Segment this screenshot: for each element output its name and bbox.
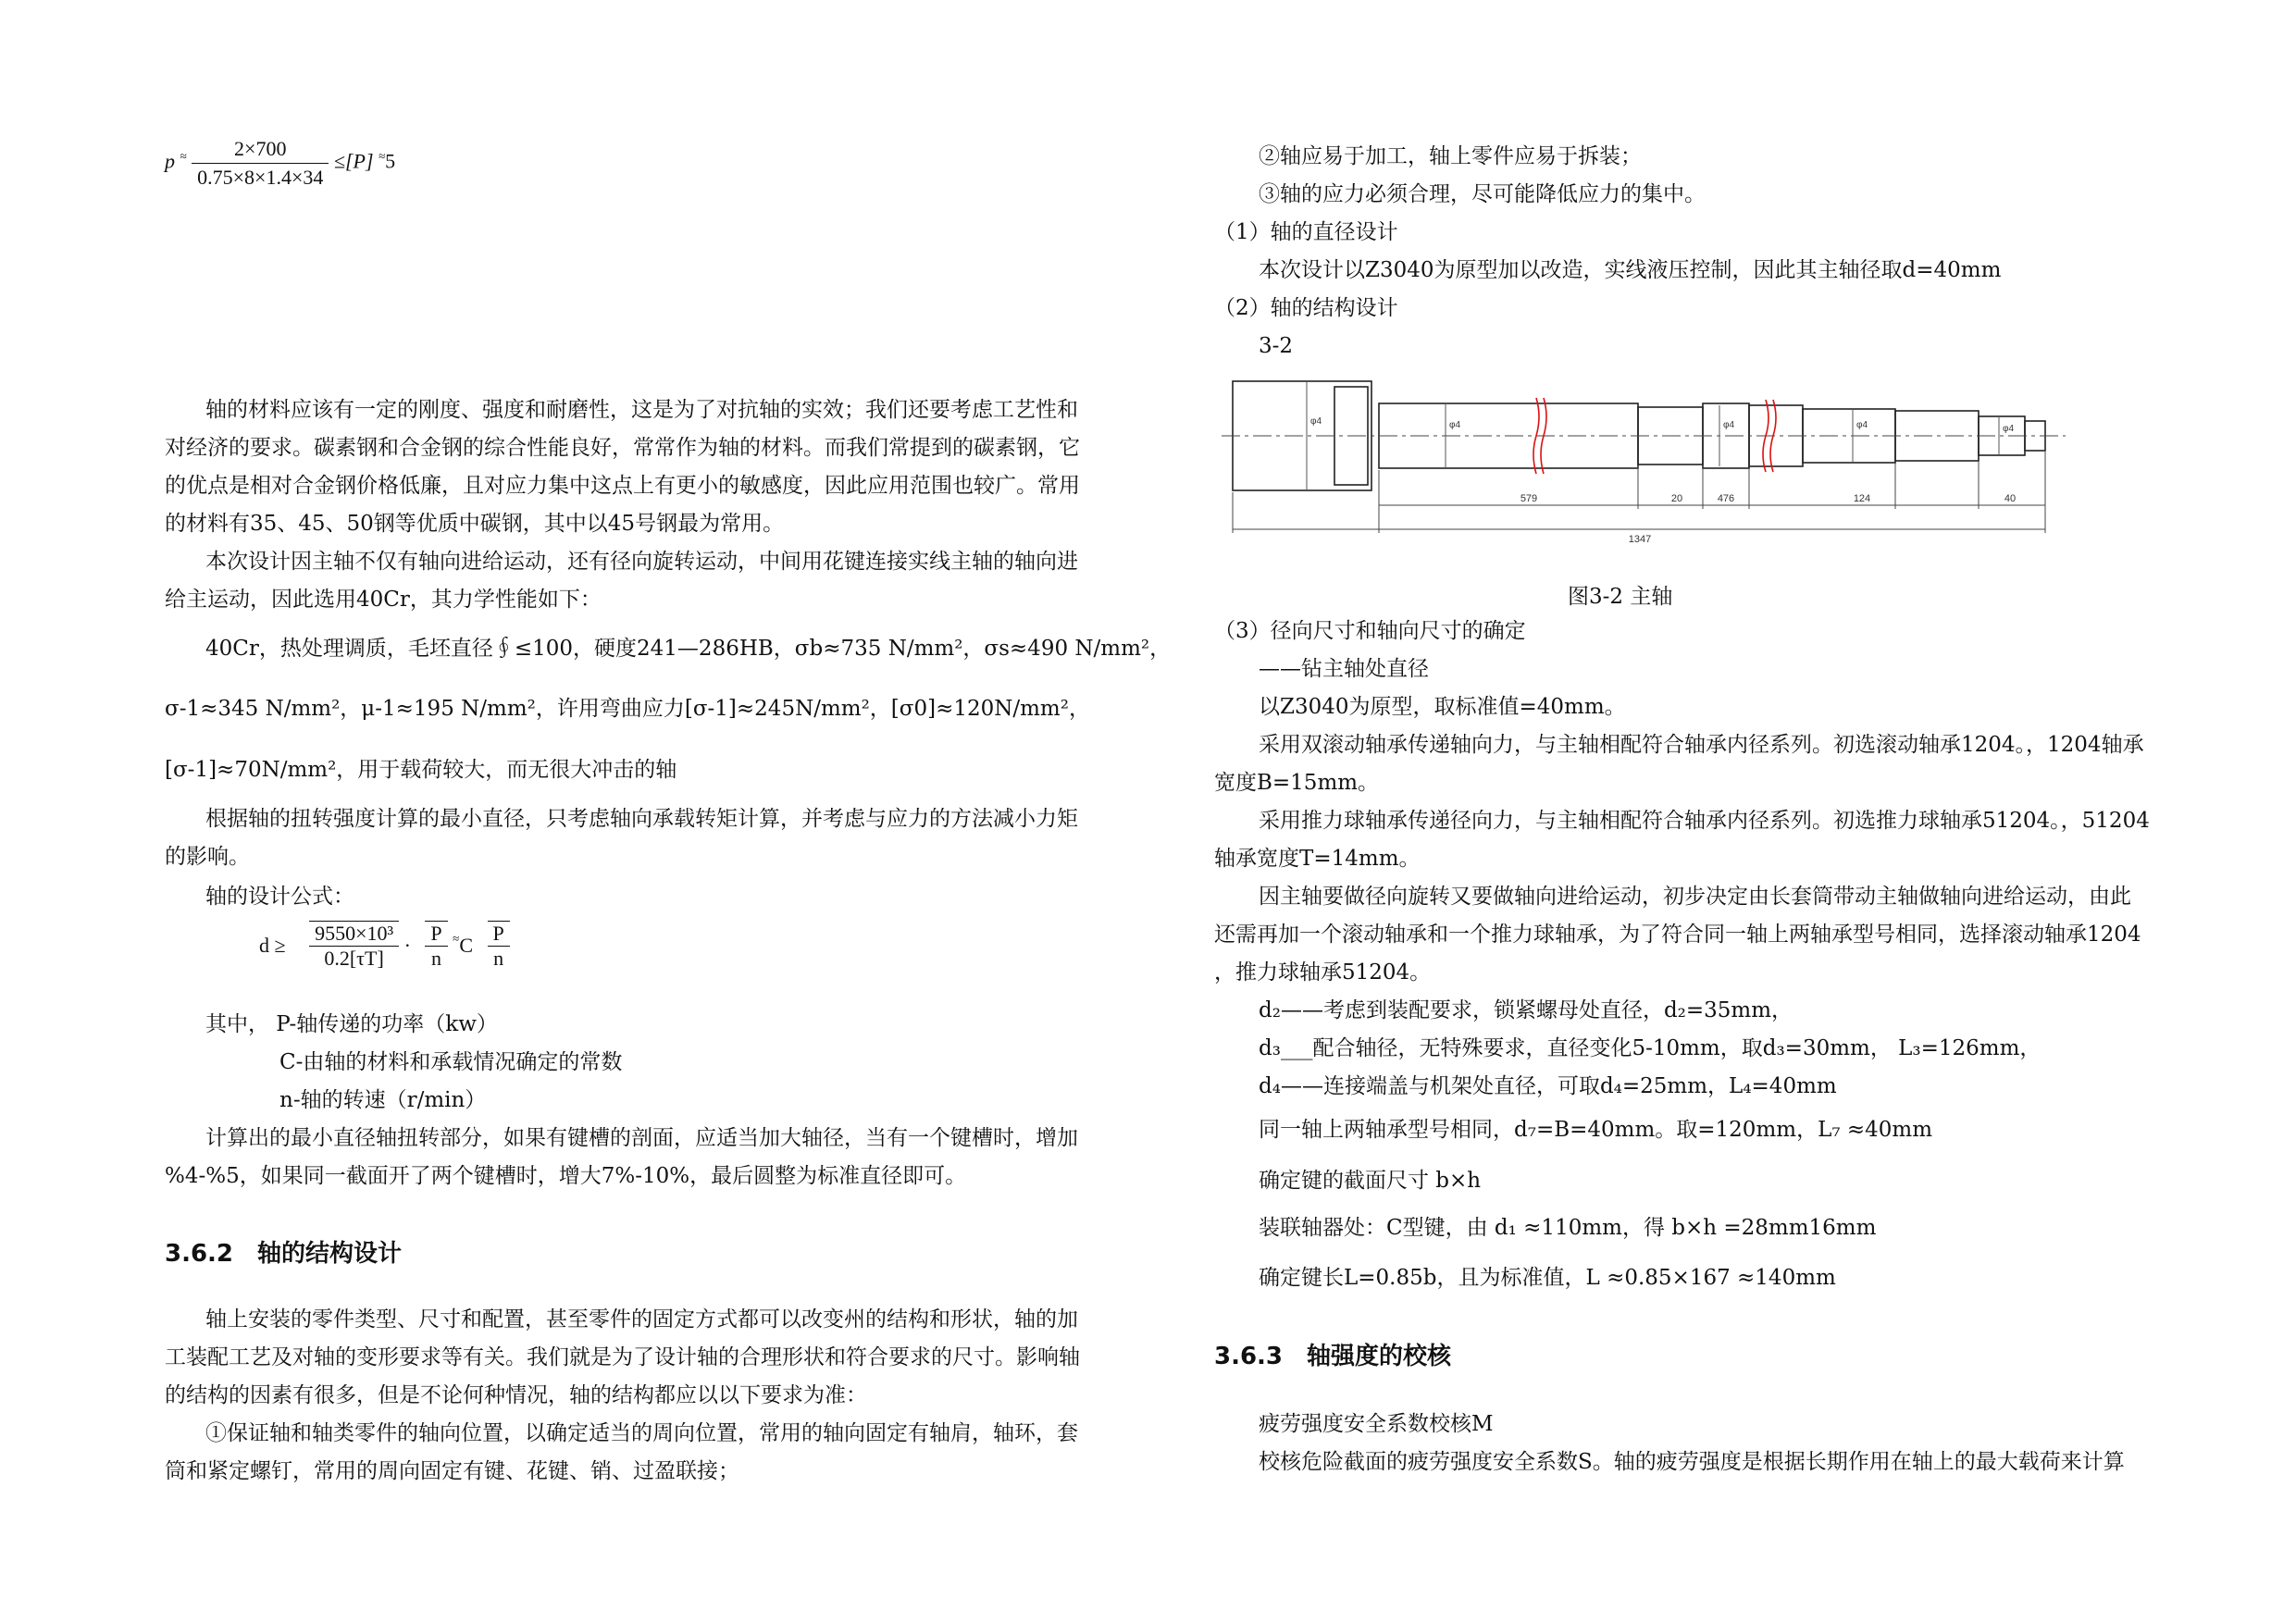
design-formula-numerator: 9550×10³ — [309, 922, 399, 947]
right-line: ②轴应易于加工，轴上零件应易于拆装； — [1259, 144, 1642, 168]
section-heading-363: 3.6.3 轴强度的校核 — [1214, 1343, 1452, 1370]
para-line: 的结构的因素有很多，但是不论何种情况，轴的结构都应以以下要求为准： — [165, 1383, 867, 1407]
diam-label: φ4 — [1310, 416, 1322, 427]
design-formula-pn-2 — [488, 921, 510, 971]
design-formula-approx: ≈ — [453, 931, 460, 946]
dim-label: 40 — [2004, 493, 2017, 504]
design-formula-c: C — [459, 934, 473, 957]
right-line: 同一轴上两轴承型号相同，d₇=B=40mm。取=120mm，L₇ ≈40mm — [1259, 1118, 1933, 1142]
para-line: 工装配工艺及对轴的变形要求等有关。我们就是为了设计轴的合理形状和符合要求的尺寸。影响轴 — [165, 1345, 1080, 1369]
diam-label: φ4 — [1723, 420, 1735, 430]
right-line: d₂——考虑到装配要求，锁紧螺母处直径，d₂=35mm， — [1259, 998, 1793, 1022]
where-line: 其中， P-轴传递的功率（kw） — [205, 1012, 498, 1036]
right-line: 轴承宽度T=14mm。 — [1214, 847, 1421, 871]
where-line: n-轴的转速（r/min） — [279, 1088, 487, 1112]
para-line: 的材料有35、45、50钢等优质中碳钢，其中以45号钢最为常用。 — [165, 512, 785, 536]
right-line: ——钻主轴处直径 — [1259, 657, 1429, 681]
right-line: 还需再加一个滚动轴承和一个推力球轴承，为了符合同一轴上两轴承型号相同，选择滚动轴承1204 — [1214, 923, 2141, 947]
right-line: 因主轴要做径向旋转又要做轴向进给运动，初步决定由长套筒带动主轴做轴向进给运动，由此 — [1259, 885, 2131, 909]
right-line: 装联轴器处：C型键，由 d₁ ≈110mm，得 b×h =28mm16mm — [1259, 1216, 1877, 1240]
right-line: （3）径向尺寸和轴向尺寸的确定 — [1214, 619, 1526, 643]
para-line: 根据轴的扭转强度计算的最小直径，只考虑轴向承载转矩计算，并考虑与应力的方法减小力矩 — [205, 807, 1078, 831]
para-line: 给主运动，因此选用40Cr，其力学性能如下： — [165, 588, 602, 612]
para-line: 对经济的要求。碳素钢和合金钢的综合性能良好，常常作为轴的材料。而我们常提到的碳素钢，它 — [165, 436, 1080, 460]
right-line: 疲劳强度安全系数校核M — [1259, 1412, 1494, 1436]
design-formula-p: P — [425, 922, 447, 947]
right-line: ，推力球轴承51204。 — [1214, 960, 1432, 985]
shaft-drawing — [1214, 370, 2223, 555]
design-formula-n: n — [431, 947, 442, 970]
props-line-3: [σ-1]≈70N/mm²，用于载荷较大，而无很大冲击的轴 — [165, 758, 677, 782]
design-formula-n-2: n — [493, 947, 504, 970]
right-line: 采用双滚动轴承传递轴向力，与主轴相配符合轴承内径系列。初选滚动轴承1204。，1204轴承 — [1259, 733, 2144, 757]
design-formula-label: 轴的设计公式： — [205, 885, 354, 909]
para-line: ①保证轴和轴类零件的轴向位置，以确定适当的周向位置，常用的轴向固定有轴肩，轴环，套 — [205, 1421, 1078, 1445]
right-line: 以Z3040为原型，取标准值=40mm。 — [1259, 695, 1626, 719]
dim-label: 579 — [1520, 493, 1538, 504]
right-line: 本次设计以Z3040为原型加以改造，实线液压控制，因此其主轴径取d=40mm — [1259, 258, 2002, 282]
formula-p-relation: ≤[P] — [333, 149, 374, 173]
right-line: 确定键长L=0.85b，且为标准值，L ≈0.85×167 ≈140mm — [1259, 1266, 1836, 1290]
formula-p-numerator: 2×700 — [192, 135, 329, 164]
right-line: 确定键的截面尺寸 b×h — [1259, 1169, 1482, 1193]
design-formula-dot: · — [403, 934, 411, 957]
formula-p-approx-2: ≈ — [379, 149, 386, 164]
para-line: %4-%5，如果同一截面开了两个键槽时，增大7%-10%，最后圆整为标准直径即可。 — [165, 1164, 967, 1188]
para-line: 的优点是相对合金钢价格低廉，且对应力集中这点上有更小的敏感度，因此应用范围也较广。常用 — [165, 474, 1080, 498]
para-line: 轴上安装的零件类型、尺寸和配置，甚至零件的固定方式都可以改变州的结构和形状，轴的加 — [205, 1307, 1078, 1332]
formula-p — [165, 135, 395, 192]
right-line: ③轴的应力必须合理，尽可能降低应力的集中。 — [1259, 182, 1706, 206]
formula-p-approx: ≈ — [180, 149, 187, 164]
design-formula-p-2: P — [488, 922, 510, 947]
figure-caption: 图3-2 主轴 — [1568, 585, 1673, 609]
formula-p-lhs: p — [165, 149, 175, 173]
design-formula-lhs: d ≥ — [259, 934, 286, 957]
dim-total-label: 1347 — [1628, 534, 1652, 545]
dim-label: 124 — [1853, 493, 1871, 504]
diam-label: φ4 — [1856, 420, 1868, 430]
para-line: 轴的材料应该有一定的刚度、强度和耐磨性，这是为了对抗轴的实效；我们还要考虑工艺性和 — [205, 398, 1078, 422]
right-line: 校核危险截面的疲劳强度安全系数S。轴的疲劳强度是根据长期作用在轴上的最大载荷来计算 — [1259, 1450, 2125, 1474]
right-line: （1）轴的直径设计 — [1214, 220, 1398, 244]
right-line: 采用推力球轴承传递径向力，与主轴相配符合轴承内径系列。初选推力球轴承51204。，51204 — [1259, 809, 2150, 833]
diam-label: φ4 — [2003, 424, 2015, 434]
right-line: d₃___配合轴径，无特殊要求，直径变化5-10mm，取d₃=30mm， L₃=126mm， — [1259, 1036, 2042, 1060]
props-line-2: σ-1≈345 N/mm²，μ-1≈195 N/mm²，许用弯曲应力[σ-1]≈245N/mm²，[σ0]≈120N/mm²， — [165, 697, 1090, 721]
props-line-1: 40Cr，热处理调质，毛坯直径∮≤100，硬度241—286HB，σb≈735 N/mm²，σs≈490 N/mm²， — [205, 637, 1172, 661]
design-formula-root-fraction — [309, 921, 399, 971]
formula-p-denominator: 0.75×8×1.4×34 — [197, 166, 324, 189]
para-line: 的影响。 — [165, 845, 250, 869]
formula-p-rhs: 5 — [385, 149, 396, 173]
right-line: d₄——连接端盖与机架处直径，可取d₄=25mm，L₄=40mm — [1259, 1074, 1837, 1098]
section-heading-362: 3.6.2 轴的结构设计 — [165, 1240, 403, 1268]
formula-p-fraction — [192, 135, 329, 192]
right-line: 3-2 — [1259, 334, 1294, 358]
design-formula-pn-1 — [425, 921, 447, 971]
para-line: 本次设计因主轴不仅有轴向进给运动，还有径向旋转运动，中间用花键连接实线主轴的轴向进 — [205, 550, 1078, 574]
dim-label: 20 — [1670, 493, 1683, 504]
diam-label: φ4 — [1449, 420, 1461, 430]
design-formula-denominator: 0.2[τT] — [324, 947, 384, 970]
where-line: C-由轴的材料和承载情况确定的常数 — [279, 1050, 623, 1074]
right-line: 宽度B=15mm。 — [1214, 771, 1380, 795]
design-formula — [259, 921, 510, 971]
para-line: 筒和紧定螺钉，常用的周向固定有键、花键、销、过盈联接； — [165, 1459, 739, 1483]
dim-label: 476 — [1717, 493, 1735, 504]
right-line: （2）轴的结构设计 — [1214, 296, 1398, 320]
para-line: 计算出的最小直径轴扭转部分，如果有键槽的剖面，应适当加大轴径，当有一个键槽时，增加 — [205, 1126, 1078, 1150]
